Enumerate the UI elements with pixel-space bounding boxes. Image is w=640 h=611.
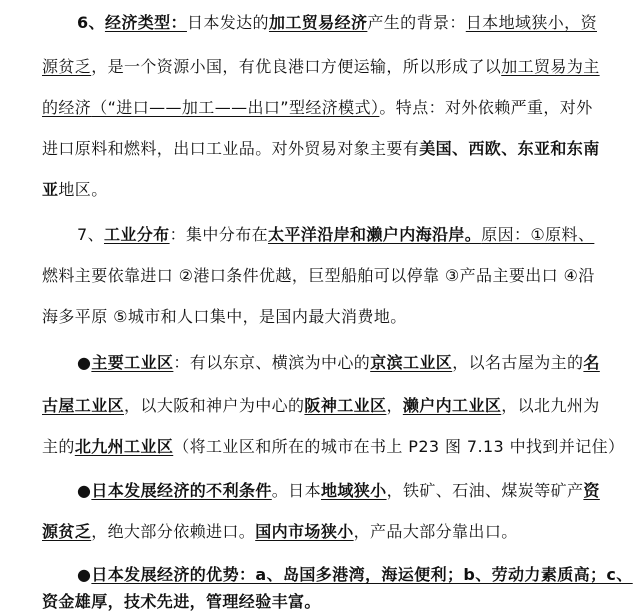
bullet: ●	[77, 353, 92, 372]
p6-underlined: 日本地域狭小，资	[465, 13, 597, 32]
p8-line-1	[77, 350, 600, 376]
p9-line-2	[42, 519, 518, 545]
p6-text: ，是一个资源小国，有优良港口方便运输，所以形成了以	[91, 57, 502, 76]
p6-underlined: 源贫乏	[42, 57, 92, 76]
p6-text: 日本发达的	[186, 13, 269, 32]
bullet: ●	[77, 565, 92, 584]
p7-text: 燃料主要依靠进口 ②港口条件优越，巨型船舶可以停靠 ③产品主要出口 ④沿	[42, 266, 595, 285]
p8-text: ，	[386, 396, 403, 415]
p7-number: 7、	[77, 225, 104, 244]
p6-bold-term: 亚	[42, 180, 59, 199]
p6-text: 。特点：对外依赖严重，对外	[379, 98, 593, 117]
p7-text: 海多平原 ⑤城市和人口集中，是国内最大消费地。	[42, 307, 407, 326]
p8-text: ，以大阪和神户为中心的	[124, 396, 305, 415]
p9-bold-term: 地域狭小	[320, 481, 387, 500]
p9-text: ，铁矿、石油、煤炭等矿产	[386, 481, 584, 500]
p9-bold-term: 源贫乏	[42, 522, 92, 541]
p6-underlined: 的经济	[42, 98, 92, 117]
p10-heading: 日本发展经济的优势：a、岛国多港湾，海运便利；b、劳动力素质高；c、	[91, 565, 633, 584]
p8-bold-term: 北九州工业区	[74, 437, 174, 456]
p7-text: ：集中分布在	[169, 225, 268, 244]
p8-bold-term: 京滨工业区	[370, 353, 453, 372]
p6-line-1	[77, 10, 597, 36]
p6-underlined: 加工贸易为主	[501, 57, 600, 76]
p7-line-2	[42, 263, 595, 289]
p8-line-3	[42, 434, 624, 460]
p10-line-1	[77, 562, 633, 588]
p7-text: 原因：①原料、	[481, 225, 595, 244]
p8-text: （将工业区和所在的城市在书上 P23 图 7.13 中找到并记住）	[173, 437, 625, 456]
p8-text: ，以名古屋为主的	[452, 353, 584, 372]
p10-text: 资金雄厚，技术先进，管理经验丰富。	[42, 592, 321, 611]
p7-heading: 工业分布	[103, 225, 170, 244]
p9-text: ，产品大部分靠出口。	[353, 522, 518, 541]
p8-heading: 主要工业区	[91, 353, 174, 372]
p6-heading: 经济类型：	[104, 13, 187, 32]
p8-bold-term: 古屋工业区	[42, 396, 125, 415]
p6-line-3	[42, 95, 593, 121]
bullet: ●	[77, 481, 92, 500]
p9-text: ，绝大部分依赖进口。	[91, 522, 256, 541]
p6-text: 地区。	[58, 180, 108, 199]
p8-text: ，以北九州为	[501, 396, 600, 415]
p6-line-2	[42, 54, 600, 80]
p6-underlined: （“进口——加工——出口”型经济模式）	[91, 98, 380, 117]
p8-bold-term: 名	[583, 353, 600, 372]
p8-text: ：有以东京、横滨为中心的	[173, 353, 371, 372]
p9-line-1	[77, 478, 600, 504]
p7-line-3	[42, 304, 407, 330]
p6-text: 产生的背景：	[367, 13, 466, 32]
p6-bold-term: 加工贸易经济	[268, 13, 368, 32]
p6-bold-term: 美国、西欧、东亚和东南	[419, 139, 600, 158]
p6-line-4	[42, 136, 600, 162]
p9-bold-term: 国内市场狭小	[255, 522, 354, 541]
p9-heading: 日本发展经济的不利条件	[91, 481, 272, 500]
p9-text: 。日本	[271, 481, 321, 500]
p6-number: 6、	[77, 13, 105, 32]
p7-line-1	[77, 222, 594, 248]
p7-bold-term: 太平洋沿岸和濑户内海沿岸。	[268, 225, 482, 244]
p10-line-2-cut-off	[42, 592, 321, 611]
p8-bold-term: 濑户内工业区	[402, 396, 502, 415]
p8-text: 主的	[42, 437, 75, 456]
p8-bold-term: 阪神工业区	[304, 396, 387, 415]
p6-text: 进口原料和燃料，出口工业品。对外贸易对象主要有	[42, 139, 420, 158]
p6-line-5	[42, 177, 108, 203]
p9-bold-term: 资	[583, 481, 600, 500]
p8-line-2	[42, 393, 600, 419]
